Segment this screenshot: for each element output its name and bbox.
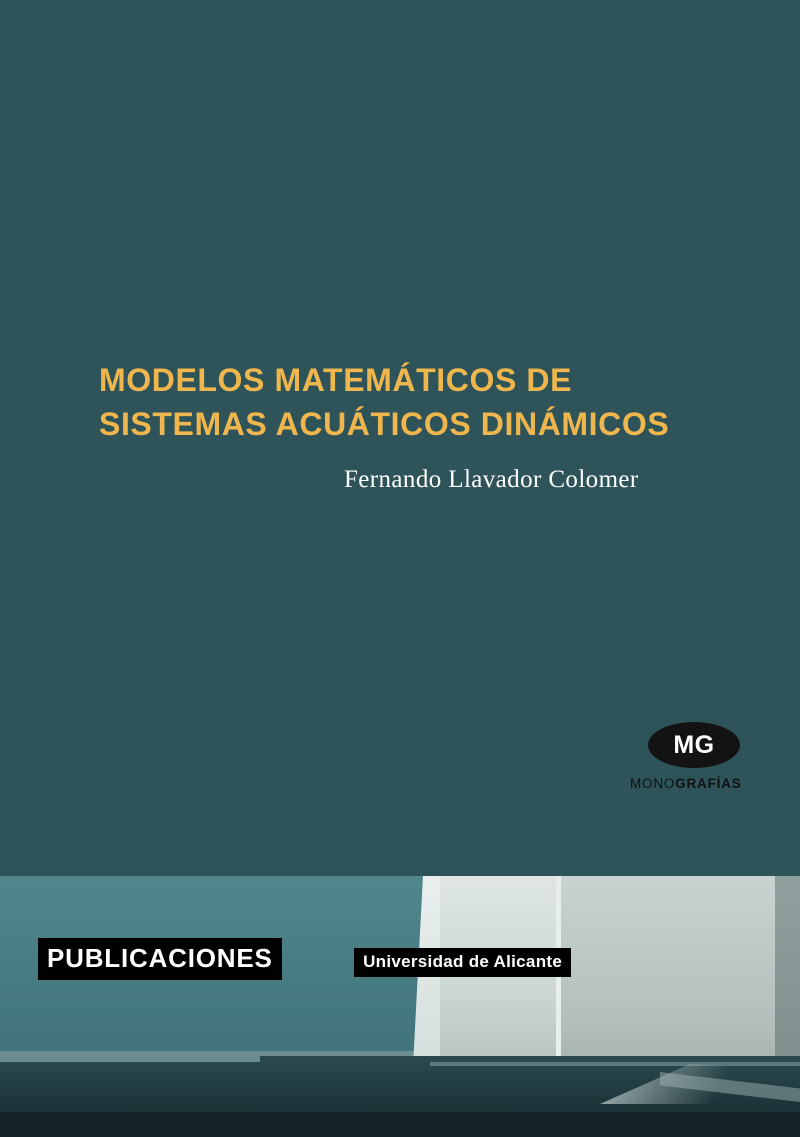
monografias-mark: MG [648, 722, 740, 768]
publisher-name: PUBLICACIONES [38, 938, 282, 980]
monografias-caption-bold: GRAFÍAS [675, 776, 742, 791]
book-title-line-2: SISTEMAS ACUÁTICOS DINÁMICOS [99, 406, 670, 442]
monografias-badge [630, 722, 742, 791]
monografias-caption-light: MONO [630, 776, 676, 791]
photo-concrete-block-c [775, 876, 800, 1076]
photo-concrete-block-b [560, 876, 775, 1076]
photo-water-highlight-right [430, 1062, 800, 1066]
publisher-logo [38, 938, 571, 980]
photo-water-highlight-left [0, 1056, 260, 1062]
book-title-line-1: MODELOS MATEMÁTICOS DE [99, 362, 573, 398]
title-block [99, 358, 739, 494]
book-author: Fernando Llavador Colomer [344, 466, 639, 493]
cover-photograph [0, 876, 800, 1137]
monografias-caption [630, 776, 740, 791]
publisher-institution: Universidad de Alicante [354, 948, 571, 977]
photo-bottom-shadow [0, 1112, 800, 1137]
